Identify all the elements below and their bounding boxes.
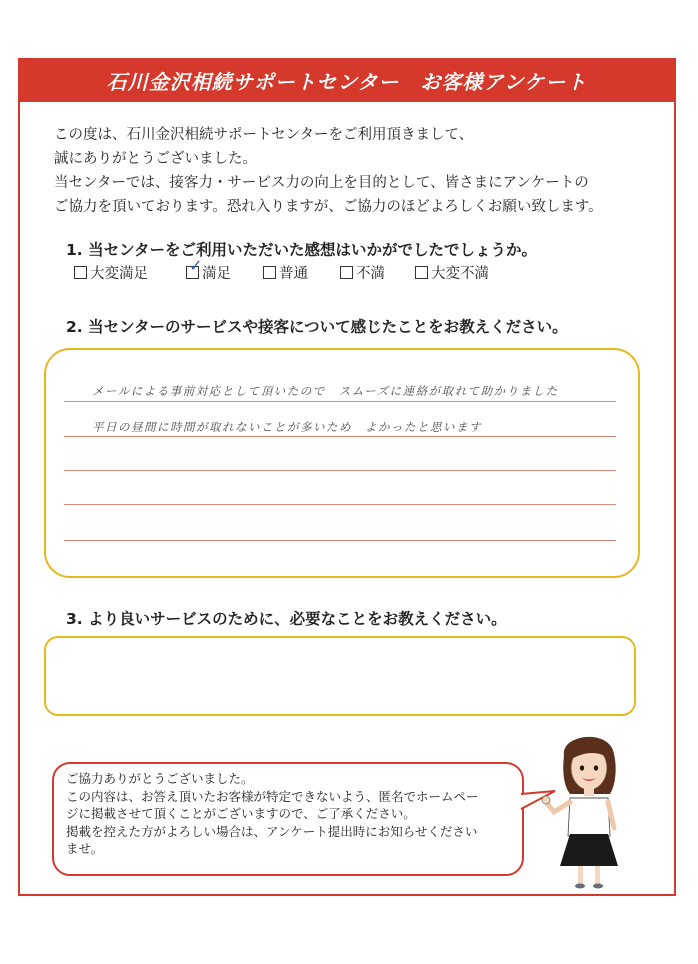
handwritten-answer-line: メールによる事前対応として頂いたので スムーズに連絡が取れて助かりました [92, 384, 559, 398]
option-label: 普通 [279, 266, 308, 282]
title-bar [18, 58, 676, 102]
closing-line: ませ。 [66, 841, 104, 856]
question-2-heading: 2. 当センターのサービスや接客について感じたことをお教えください。 [66, 318, 568, 336]
option-label: 大変満足 [90, 266, 148, 282]
handwritten-answer-line: 平日の昼間に時間が取れないことが多いため よかったと思います [92, 420, 482, 434]
checkbox[interactable] [263, 266, 276, 279]
intro-line: この度は、石川金沢相続サポートセンターをご利用頂きまして、 [54, 127, 474, 143]
checkbox[interactable] [74, 266, 87, 279]
question-3-answer-box[interactable] [44, 636, 636, 716]
page-title: 石川金沢相続サポートセンター お客様アンケート [106, 69, 588, 94]
option-label: 満足 [202, 266, 231, 282]
ruled-line [64, 436, 616, 437]
option-label: 大変不満 [431, 266, 489, 282]
closing-line: 掲載を控えた方がよろしい場合は、アンケート提出時にお知らせください [66, 823, 478, 839]
ruled-line [64, 470, 616, 471]
option-label: 不満 [356, 266, 385, 282]
option-dissatisfied[interactable] [340, 262, 385, 283]
checkbox[interactable] [415, 266, 428, 279]
ruled-line [64, 540, 616, 541]
check-mark-icon: ✓ [189, 256, 203, 275]
intro-line: 誠にありがとうございました。 [54, 151, 257, 167]
option-neutral[interactable] [263, 262, 308, 283]
option-very-dissatisfied[interactable] [415, 262, 489, 283]
intro-line: ご協力を頂いております。恐れ入りますが、ご協力のほどよろしくお願い致します。 [54, 199, 603, 215]
closing-line: ジに掲載させて頂くことがございますので、ご了承ください。 [66, 806, 416, 821]
closing-message [66, 770, 516, 858]
checkbox-checked[interactable] [186, 256, 203, 279]
option-very-satisfied[interactable] [74, 262, 148, 283]
intro-text [54, 123, 654, 219]
ruled-line [64, 504, 616, 505]
intro-line: 当センターでは、接客力・サービス力の向上を目的として、皆さまにアンケートの [54, 175, 589, 191]
closing-line: この内容は、お答え頂いたお客様が特定できないよう、匿名でホームペー [66, 788, 479, 804]
question-1-options [74, 256, 489, 283]
checkbox[interactable] [340, 266, 353, 279]
option-satisfied[interactable] [186, 256, 231, 283]
ruled-line [64, 401, 616, 402]
staff-character-illustration [540, 728, 640, 893]
question-1-heading: 1. 当センターをご利用いただいた感想はいかがでしたでしょうか。 [66, 241, 537, 259]
closing-line: ご協力ありがとうございました。 [66, 771, 254, 786]
question-3-heading: 3. より良いサービスのために、必要なことをお教えください。 [66, 610, 507, 628]
